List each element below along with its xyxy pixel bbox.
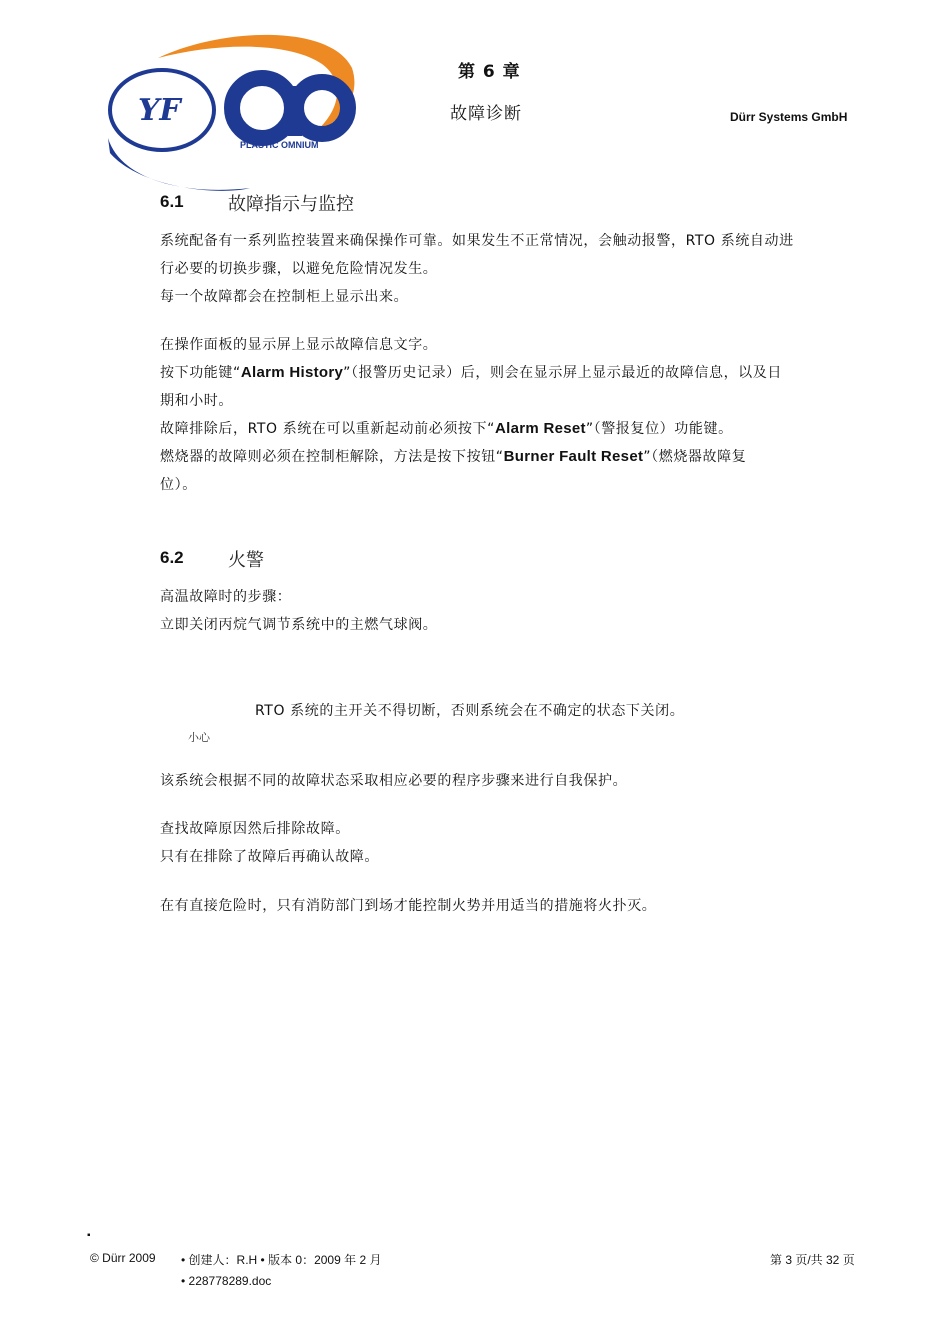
footer-creator: • 创建人：R.H • 版本 0：2009 年 2 月: [181, 1253, 382, 1267]
footer-page-number: 第 3 页/共 32 页: [770, 1253, 855, 1267]
section-title: 故障指示与监控: [228, 194, 354, 215]
section-title: 火警: [228, 550, 264, 571]
chapter-title: 故障诊断: [450, 104, 522, 124]
paragraph: 查找故障原因然后排除故障。 只有在排除了故障后再确认故障。: [160, 821, 379, 865]
paragraph: 该系统会根据不同的故障状态采取相应必要的程序步骤来进行自我保护。: [160, 773, 628, 789]
paragraph: 高温故障时的步骤： 立即关闭丙烷气调节系统中的主燃气球阀。: [160, 589, 438, 633]
company-logo: [100, 28, 362, 196]
section-number: 6.1: [160, 192, 184, 211]
caution-label: 小心: [188, 731, 210, 744]
footer-copyright: © Dürr 2009: [90, 1251, 156, 1265]
company-name: Dürr Systems GmbH: [730, 110, 848, 124]
paragraph: 在操作面板的显示屏上显示故障信息文字。 按下功能键“Alarm History”（报警历史记录）后，则会在显示屏上显示最近的故障信息，以及日 期和小时。 故障排除后，RTO 系统在可以重新起动前必须按下“Alarm Reset”（警报复位）功能键。 燃烧器的故障则必须在控制柜解除，方法是按下按钮“Burner Fault Reset”（燃烧器故障复 位）。: [160, 337, 782, 493]
svg-text:YF: YF: [138, 93, 181, 128]
footer-bullet: ▪: [87, 1230, 91, 1241]
paragraph: 系统配备有一系列监控装置来确保操作可靠。如果发生不正常情况，会触动报警，RTO 系统自动进 行必要的切换步骤，以避免危险情况发生。 每一个故障都会在控制柜上显示出来。: [160, 233, 794, 305]
footer-filename: • 228778289.doc: [181, 1274, 272, 1288]
chapter-number: 第 6 章: [458, 62, 521, 82]
svg-text:PLASTIC OMNIUM: PLASTIC OMNIUM: [240, 140, 319, 150]
paragraph: 在有直接危险时，只有消防部门到场才能控制火势并用适当的措施将火扑灭。: [160, 898, 657, 914]
caution-text: RTO 系统的主开关不得切断，否则系统会在不确定的状态下关闭。: [255, 703, 685, 719]
section-number: 6.2: [160, 548, 184, 567]
